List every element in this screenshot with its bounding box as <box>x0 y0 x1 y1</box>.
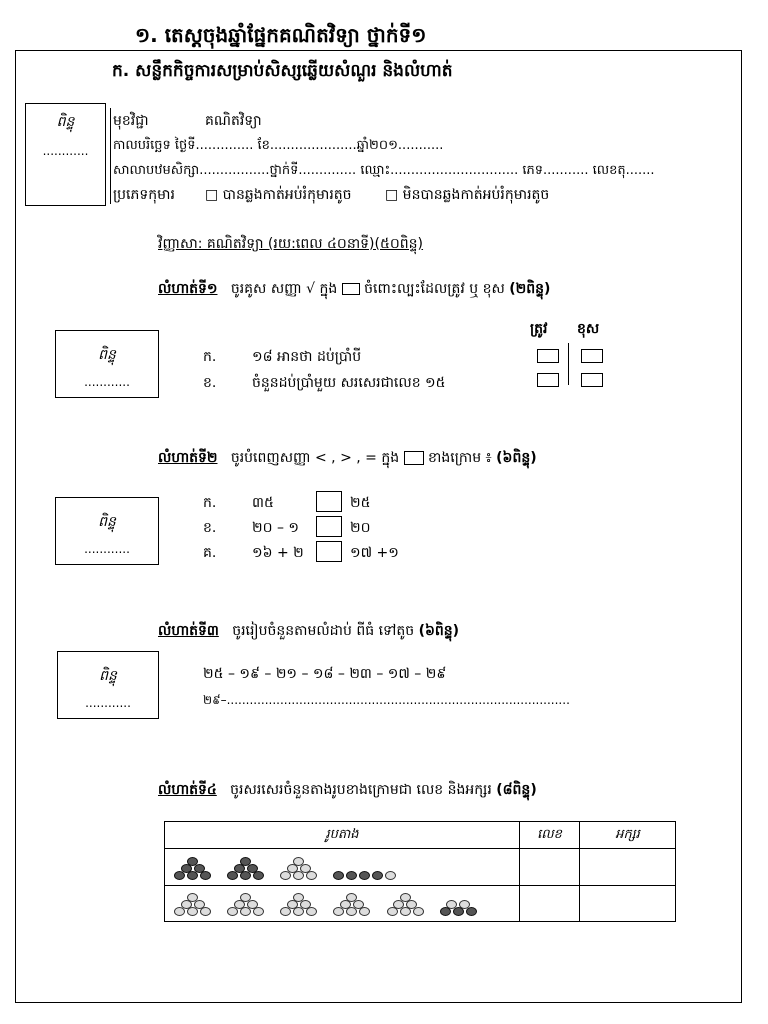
exercise-1-instruction-b: ចំពោះល្បះដែលត្រូវ ឬ ខុស <box>364 281 505 297</box>
ex1-item-b-false-box[interactable] <box>581 373 603 387</box>
exercise-3-heading <box>158 624 459 638</box>
ex1-item-b-letter: ខ. <box>203 375 217 391</box>
score-label: ពិន្ទុ <box>98 514 116 530</box>
exercise-1-instruction-a: ចូរគូស សញ្ញា √ ក្នុង <box>230 281 338 297</box>
coin-row-icon <box>439 900 478 914</box>
score-dots: ............ <box>84 542 130 556</box>
ex1-item-a-letter: ក. <box>203 349 217 365</box>
score-label: ពិន្ទុ <box>99 668 117 684</box>
ex2-item-b-left: ២០ – ១ <box>252 520 300 536</box>
score-label: ពិន្ទុ <box>56 114 75 130</box>
sign-box-sample <box>404 451 424 465</box>
school-line[interactable]: សាលាបឋមសិក្សា.................ថ្នាក់ទី.............. ឈ្មោះ............................... ភេទ........... លេខតុ....... <box>113 163 655 178</box>
coin-pile-icon <box>173 857 212 878</box>
exercise-1-points: (២ពិន្ទុ) <box>509 281 551 297</box>
exercise-4-heading <box>158 783 537 797</box>
true-false-divider <box>568 343 569 385</box>
score-dots: ............ <box>85 696 131 710</box>
col-letters-header: អក្សរ <box>580 822 676 849</box>
score-box-ex3 <box>57 651 159 719</box>
score-label: ពិន្ទុ <box>98 347 116 363</box>
coin-pile-icon <box>386 893 425 914</box>
ex2-item-b-sign-box[interactable] <box>316 516 342 537</box>
ex2-item-c-left: ១៦ + ២ <box>252 545 304 561</box>
exercise-2-instruction-b: ខាងក្រោម ៖ <box>428 450 492 466</box>
child-type-option-1[interactable]: □ បានឆ្លងកាត់អប់រំកុមារតូច <box>205 187 352 203</box>
ex1-item-a-true-box[interactable] <box>537 349 559 363</box>
checkbox-sample <box>342 283 360 295</box>
exercise-2-heading <box>158 451 537 465</box>
coin-pile-icon <box>173 893 212 914</box>
coin-pile-icon <box>279 893 318 914</box>
info-left-border <box>110 108 111 204</box>
ex2-item-c-right: ១៧ +១ <box>350 545 399 561</box>
ex3-sequence: ២៥ – ១៩ – ២១ – ១៨ – ២៣ – ១៧ – ២៩ <box>203 666 447 682</box>
answer-letters-cell-1[interactable] <box>580 849 676 886</box>
ex1-item-b-true-box[interactable] <box>537 373 559 387</box>
exercise-3-title: លំហាត់ទី៣ <box>158 623 219 639</box>
subject-label: មុខវិជ្ជា <box>113 113 149 129</box>
coin-pile-icon <box>279 857 318 878</box>
coin-row-icon <box>332 871 397 878</box>
col-picture-header: រូបតាង <box>165 822 520 849</box>
child-type-option-2[interactable]: □ មិនបានឆ្លងកាត់អប់រំកុមារតូច <box>385 187 550 203</box>
answer-number-cell-1[interactable] <box>520 849 580 886</box>
score-dots: ............ <box>42 144 89 158</box>
score-dots: ............ <box>84 375 130 389</box>
exercise-2-title: លំហាត់ទី២ <box>158 450 218 466</box>
exercise-1-title: លំហាត់ទី១ <box>158 281 218 297</box>
ex1-item-b-text: ចំនួនដប់ប្រាំមួយ សរសេរជាលេខ ១៥ <box>252 375 446 391</box>
exercise-1-heading <box>158 282 550 296</box>
date-line[interactable]: កាលបរិច្ឆេទ ថ្ងៃទី.............. ខែ.....................ឆ្នាំ២០១........... <box>113 138 444 153</box>
ex2-item-a-sign-box[interactable] <box>316 491 342 512</box>
ex2-item-c-sign-box[interactable] <box>316 541 342 562</box>
col-true-label: ត្រូវ <box>530 321 548 337</box>
answer-letters-cell-2[interactable] <box>580 886 676 922</box>
exercise-3-points: (៦ពិន្ទុ) <box>418 623 460 639</box>
col-false-label: ខុស <box>577 321 600 337</box>
exercise-4-points: (៨ពិន្ទុ) <box>496 782 537 798</box>
ex2-item-a-right: ២៥ <box>350 495 371 511</box>
answer-number-cell-2[interactable] <box>520 886 580 922</box>
score-box-ex2 <box>55 497 159 565</box>
exercise-3-instruction: ចូររៀបចំនួនតាមលំដាប់ ពីធំ ទៅតូច <box>232 623 415 639</box>
child-type-label: ប្រភេទកុមារ <box>113 187 175 203</box>
coin-pile-icon <box>226 893 265 914</box>
exercise-4-title: លំហាត់ទី៤ <box>158 782 217 798</box>
picture-cell-2 <box>165 886 520 922</box>
picture-table <box>164 821 676 922</box>
ex2-item-b-right: ២០ <box>350 520 371 536</box>
col-number-header: លេខ <box>520 822 580 849</box>
ex3-answer-line[interactable]: ២៩–.......................................................................................... <box>203 693 570 707</box>
picture-cell-1 <box>165 849 520 886</box>
exercise-4-instruction: ចូរសរសេរចំនួនតាងរូបខាងក្រោមជា លេខ និងអក្សរ <box>230 782 492 798</box>
ex2-item-a-letter: ក. <box>203 495 217 511</box>
exam-subject-line: វិញ្ញាសា: គណិតវិទ្យា (រយ:ពេល ៤០នាទី)(៥០ពិន្ទុ) <box>158 236 424 252</box>
section-subtitle: ក. សន្លឹកកិច្ចការសម្រាប់សិស្សឆ្លើយសំណួរ និងលំហាត់ <box>112 61 453 81</box>
ex1-item-a-text: ១៨ អានថា ដប់ប្រាំបី <box>252 349 362 365</box>
exercise-2-instruction-a: ចូរបំពេញសញ្ញា < , > , = ក្នុង <box>230 450 400 466</box>
coin-pile-icon <box>332 893 371 914</box>
exercise-2-points: (៦ពិន្ទុ) <box>496 450 537 466</box>
ex2-item-c-letter: គ. <box>203 545 217 561</box>
ex2-item-b-letter: ខ. <box>203 520 217 536</box>
coin-pile-icon <box>226 857 265 878</box>
score-box-ex1 <box>55 330 159 398</box>
score-box-main <box>25 103 106 206</box>
ex2-item-a-left: ៣៥ <box>252 495 274 511</box>
subject-value: គណិតវិទ្យា <box>205 113 262 129</box>
ex1-item-a-false-box[interactable] <box>581 349 603 363</box>
page-title: ១. តេស្តចុងឆ្នាំផ្នែកគណិតវិទ្យា ថ្នាក់ទី១ <box>135 23 427 47</box>
